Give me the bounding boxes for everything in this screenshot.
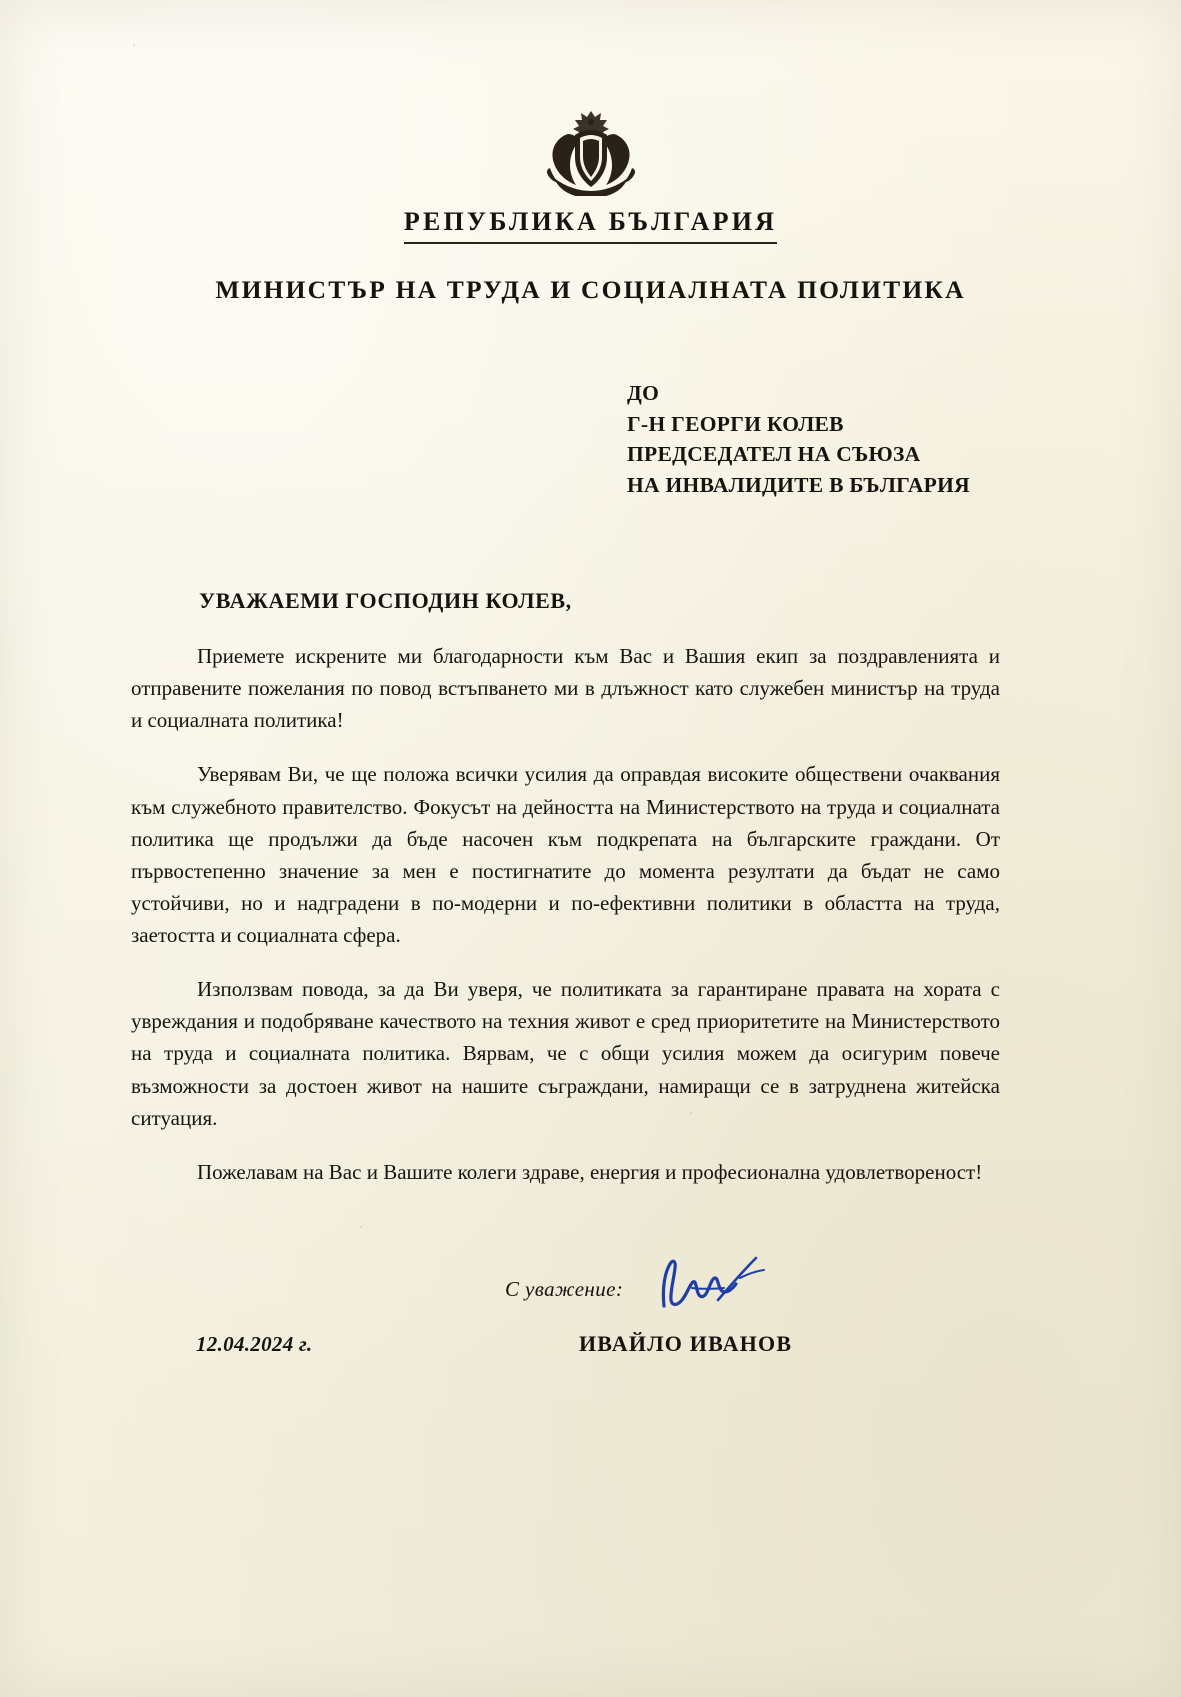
addressee-line-3: ПРЕДСЕДАТЕЛ НА СЪЮЗА [627, 442, 921, 467]
letter-date: 12.04.2024 г. [196, 1332, 313, 1356]
ministry-title: МИНИСТЪР НА ТРУДА И СОЦИАЛНАТА ПОЛИТИКА [215, 275, 966, 305]
signer-name: ИВАЙЛО ИВАНОВ [579, 1331, 793, 1356]
salutation: УВАЖАЕМИ ГОСПОДИН КОЛЕВ, [199, 588, 572, 613]
letter-body [131, 640, 1000, 1188]
paragraph: Приемете искрените ми благодарности към Вас и Вашия екип за поздравленията и отправените пожелания по повод встъпването ми в длъжност като служебен министър на труда и социалната политика! [131, 644, 1000, 733]
country-title: РЕПУБЛИКА БЪЛГАРИЯ [404, 206, 777, 244]
addressee-line-4: НА ИНВАЛИДИТЕ В БЪЛГАРИЯ [627, 472, 970, 497]
coat-of-arms-icon [0, 108, 1181, 196]
paragraph: Уверявам Ви, че ще положа всички усилия да оправдая високите обществени очаквания към служебното правителство. Фокусът на дейността на Министерството на труда и социалната политика ще продължи да бъде насочен към подкрепата на българските граждани. От първостепенно значение за мен е постигнатите до момента резултати да бъдат не само устойчиви, но и надградени в по-модерни и по-ефективни политики в областта на труда, заетостта и социалната сфера. [131, 762, 1000, 947]
signoff-label: С уважение: [505, 1277, 624, 1301]
addressee-block [627, 378, 970, 500]
addressee-line-1: ДО [627, 381, 660, 405]
paragraph: Използвам повода, за да Ви уверя, че политиката за гарантиране правата на хората с увреждания и подобряване качеството на техния живот е сред приоритетите на Министерството на труда и социалната политика. Вярвам, че с общи усилия можем да осигурим повече възможности за достоен живот на нашите съграждани, намиращи се в затруднена житейска ситуация. [131, 977, 1000, 1130]
paper-speck [360, 1226, 362, 1228]
handwritten-signature-icon [652, 1248, 782, 1318]
paper-speck [133, 44, 135, 46]
letterhead [0, 206, 1181, 306]
addressee-line-2: Г-Н ГЕОРГИ КОЛЕВ [627, 411, 844, 436]
paragraph: Пожелавам на Вас и Вашите колеги здраве, енергия и професионална удовлетвореност! [197, 1159, 983, 1184]
